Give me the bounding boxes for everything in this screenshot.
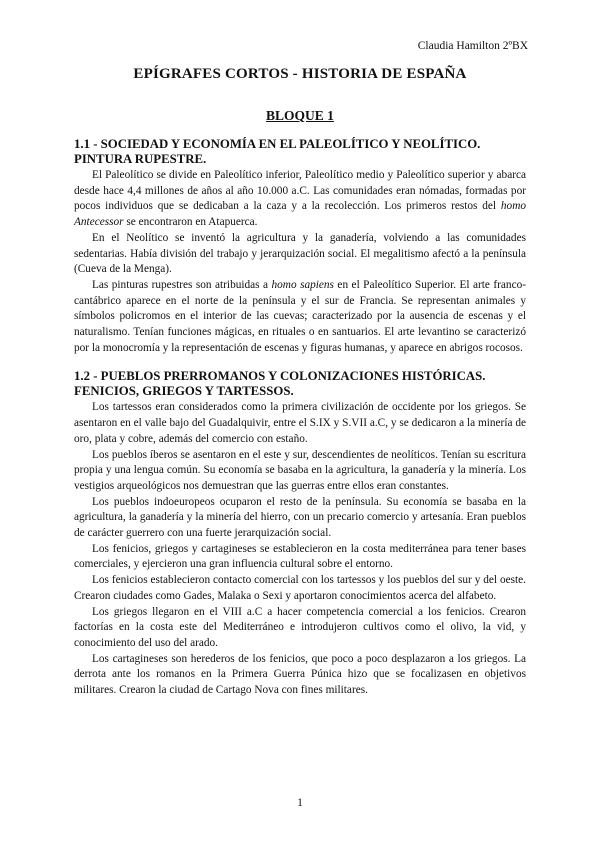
paragraph: Los pueblos indoeuropeos ocuparon el resto de la península. Su economía se basaba en la agricultura, la ganadería y la minería del hierro, con un precario comercio y artesanía. Eran pueblos de carácter guerrero con una fuerte jerarquización social.: [74, 495, 526, 540]
paragraph: Los fenicios, griegos y cartagineses se establecieron en la costa mediterránea para tener bases comerciales, y ejercieron una gran influencia cultural sobre el entorno.: [74, 542, 526, 571]
document-body: [74, 137, 526, 712]
section-1-2: [74, 369, 526, 698]
paragraph: [74, 278, 526, 357]
author-name: Claudia Hamilton 2ºBX: [417, 40, 528, 52]
italic-term: homo sapiens: [271, 278, 334, 291]
paragraph: Los griegos llegaron en el VIII a.C a hacer competencia comercial a los fenicios. Crearon factorías en la costa este del Mediterráneo e introdujeron cultivos como el olivo, la vid, y conocimiento del uso del arado.: [74, 605, 526, 649]
paragraph: En el Neolítico se inventó la agricultura y la ganadería, volviendo a las comunidades sedentarias. Había división del trabajo y jerarquización social. El megalitismo afectó a la península (Cueva de la Menga).: [74, 231, 526, 276]
block-heading: BLOQUE 1: [266, 108, 334, 123]
section-1-1: [74, 137, 526, 356]
paragraph: Los pueblos íberos se asentaron en el este y sur, descendientes de neolíticos. Tenían su escritura propia y una lengua común. Su economía se basaba en la agricultura, la ganadería y la minería. Los vestigios arqueológicos nos demuestran que las guerras entre ellos eran constantes.: [74, 448, 526, 492]
text-run: El Paleolítico se divide en Paleolítico inferior, Paleolítico medio y Paleolítico superior y abarca desde hace 4,4 millones de años al año 10.000 a.C. Las comunidades eran nómadas, formadas por pocos individuos que se dedicaban a la caza y a la recolección. Los primeros restos del: [74, 169, 526, 213]
section-heading: 1.1 - SOCIEDAD Y ECONOMÍA EN EL PALEOLÍTICO Y NEOLÍTICO. PINTURA RUPESTRE.: [74, 137, 481, 166]
document-title: EPÍGRAFES CORTOS - HISTORIA DE ESPAÑA: [133, 66, 467, 82]
italic-term: homo Antecessor: [74, 200, 526, 229]
paragraph: [74, 168, 526, 231]
text-run: en el Paleolítico Superior. El arte franco-cantábrico aparece en el norte de la península y el sur de Francia. Se representan animales y símbolos policromos en el interior de las cuevas; caracterizado por la ausencia de escenas y el naturalismo. Tenían funciones mágicas, en rituales o en santuarios. El arte levantino se caracterizó por la monocromía y la representación de escenas y figuras humanas, y aparece en abrigos rocosos.: [74, 278, 526, 354]
text-run: se encontraron en Atapuerca.: [123, 216, 258, 229]
paragraph: Los tartessos eran considerados como la primera civilización de occidente por los griegos. Se asentaron en el valle bajo del Guadalquivir, entre el S.IX y S.VII a.C, y se dedicaron a la minería de oro, plata y cobre, además del comercio con estaño.: [74, 401, 526, 445]
paragraph: Los cartagineses son herederos de los fenicios, que poco a poco desplazaron a los griegos. La derrota ante los romanos en la Primera Guerra Púnica hizo que se focalizasen en objetivos militares. Crearon la ciudad de Cartago Nova con fines militares.: [74, 652, 526, 697]
text-run: Las pinturas rupestres son atribuidas a: [92, 278, 272, 291]
section-heading: 1.2 - PUEBLOS PRERROMANOS Y COLONIZACIONES HISTÓRICAS. FENICIOS, GRIEGOS Y TARTESSOS.: [74, 369, 486, 399]
page-number: 1: [297, 797, 303, 809]
paragraph: Los fenicios establecieron contacto comercial con los tartessos y los pueblos del sur y del oeste. Crearon ciudades como Gades, Malaka o Sexi y aportaron conocimientos acerca del alfabeto.: [74, 574, 526, 602]
